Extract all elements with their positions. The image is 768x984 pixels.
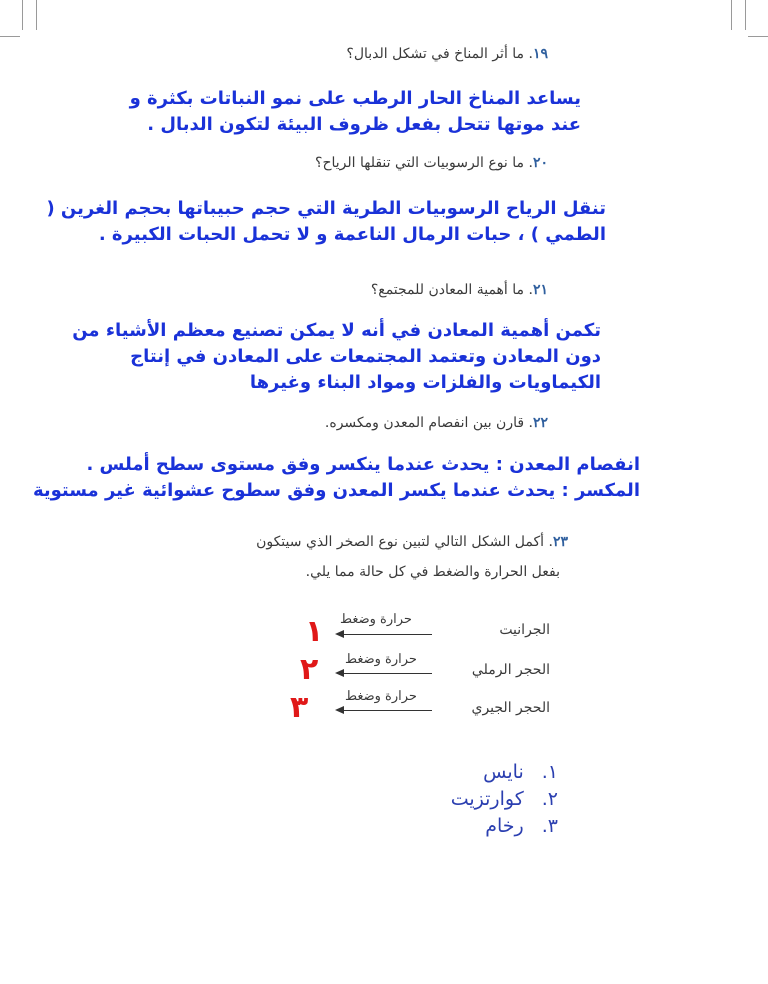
question-number: ٢١ <box>532 282 548 298</box>
arrow-line <box>340 673 432 674</box>
answer-line: الكيماويات والفلزات ومواد البناء وغيرها <box>249 372 601 393</box>
handwritten-mark: ٢ <box>300 652 319 687</box>
crop-mark-right-vertical-2 <box>745 0 746 30</box>
handwritten-mark: ١ <box>305 614 324 649</box>
answer-20 <box>46 196 606 248</box>
list-text: كوارتزيت <box>450 787 524 810</box>
question-text-2: بفعل الحرارة والضغط في كل حالة مما يلي. <box>305 564 560 580</box>
list-text: نايس <box>483 760 524 783</box>
arrow-line <box>340 710 432 711</box>
condition-label: حرارة وضغط <box>340 612 412 627</box>
crop-mark-right-vertical <box>731 0 732 30</box>
rock-label: الجرانيت <box>499 622 550 638</box>
answer-line: انفصام المعدن : يحدث عندما ينكسر وفق مستوى سطح أملس . <box>86 454 640 475</box>
list-number: ١. <box>541 760 558 783</box>
rock-label: الحجر الرملي <box>471 662 550 678</box>
list-item <box>451 812 558 839</box>
answer-22 <box>33 452 640 504</box>
crop-mark-left-horizontal <box>0 36 20 37</box>
list-number: ٣. <box>541 814 558 837</box>
arrow-left-icon <box>335 669 344 677</box>
rock-label: الحجر الجيري <box>471 700 550 716</box>
condition-label: حرارة وضغط <box>345 652 417 667</box>
crop-mark-left-vertical-2 <box>36 0 37 30</box>
arrow-line <box>340 634 432 635</box>
answer-21 <box>72 318 601 396</box>
results-list <box>451 758 558 839</box>
question-23 <box>256 527 568 587</box>
question-number: ١٩ <box>532 46 548 62</box>
list-text: رخام <box>485 814 524 837</box>
question-number: ٢٢ <box>532 415 548 431</box>
condition-label: حرارة وضغط <box>345 689 417 704</box>
answer-line: الطمي ) ، حبات الرمال الناعمة و لا تحمل الحبات الكبيرة . <box>98 224 606 245</box>
question-20 <box>315 155 548 171</box>
handwritten-mark: ٣ <box>290 690 309 725</box>
question-text: . قارن بين انفصام المعدن ومكسره. <box>324 415 533 431</box>
question-22 <box>325 415 548 431</box>
question-text: . أكمل الشكل التالي لتبين نوع الصخر الذي سيتكون <box>256 534 553 550</box>
question-number: ٢٣ <box>552 534 568 550</box>
crop-mark-left-vertical <box>22 0 23 30</box>
list-item <box>451 785 558 812</box>
crop-mark-right-horizontal <box>748 36 768 37</box>
question-21 <box>371 282 548 298</box>
answer-line: عند موتها تتحل بفعل ظروف البيئة لتكون الدبال . <box>147 114 581 135</box>
question-number: ٢٠ <box>532 155 548 171</box>
answer-line: دون المعادن وتعتمد المجتمعات على المعادن في إنتاج <box>130 346 601 367</box>
answer-line: المكسر : يحدث عندما يكسر المعدن وفق سطوح عشوائية غير مستوية <box>32 480 640 501</box>
question-text: . ما نوع الرسوبيات التي تنقلها الرياح؟ <box>315 155 533 171</box>
answer-line: تنقل الرياح الرسوبيات الطرية التي حجم حبيباتها بحجم الغرين ( <box>46 198 606 219</box>
question-19 <box>346 46 548 62</box>
question-text: . ما أثر المناخ في تشكل الدبال؟ <box>346 46 533 62</box>
list-number: ٢. <box>541 787 558 810</box>
answer-line: تكمن أهمية المعادن في أنه لا يمكن تصنيع معظم الأشياء من <box>72 320 601 341</box>
answer-19 <box>130 86 581 138</box>
answer-line: يساعد المناخ الحار الرطب على نمو النباتات بكثرة و <box>129 88 581 109</box>
question-text: . ما أهمية المعادن للمجتمع؟ <box>370 282 533 298</box>
list-item <box>451 758 558 785</box>
arrow-left-icon <box>335 706 344 714</box>
arrow-left-icon <box>335 630 344 638</box>
